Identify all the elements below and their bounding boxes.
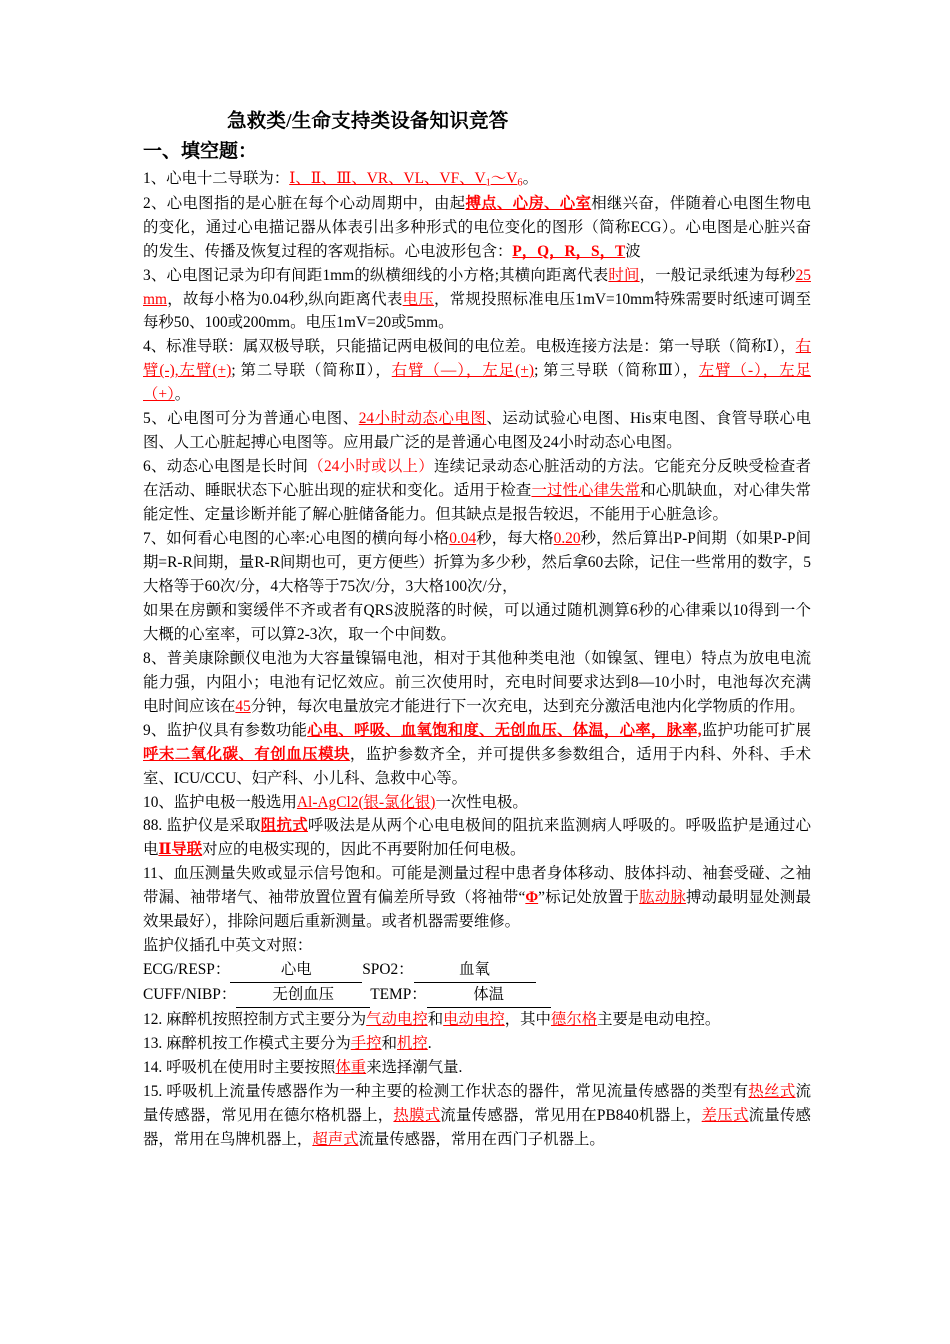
q15-text-c: 流量传感器，常见用在PB840机器上， xyxy=(440,1106,702,1124)
q10-text-a: 10、监护电极一般选用 xyxy=(143,793,297,811)
q4-text-b: ; 第二导联（简称Ⅱ）， xyxy=(231,362,392,380)
q1-answer xyxy=(289,170,522,187)
q12-answer-c: 德尔格 xyxy=(550,1011,598,1029)
question-item-7-continued xyxy=(143,599,811,647)
q9-answer-b: 呼末二氧化碳、有创血压模块 xyxy=(143,745,350,763)
q11-answer-b: 肱动脉 xyxy=(639,889,687,907)
q11-text-c: 搏动最明显处测最效果最好），排除问题后重新测量。或者机器需要维修。 xyxy=(143,889,811,931)
q4-answer-b: 右臂（—），左足(+) xyxy=(391,362,535,380)
q13-text-a: 13. 麻醉机按工作模式主要分为 xyxy=(143,1035,351,1053)
q4-text-c: ; 第三导联（简称Ⅲ）， xyxy=(534,362,699,380)
socket-table-row-2 xyxy=(143,983,811,1008)
q9-text-b: 监护功能可扩展 xyxy=(701,721,811,739)
q7-text-a: 7、如何看心电图的心率:心电图的横向每小格 xyxy=(143,530,450,548)
q15-text-b: 流量传感器，常见用在德尔格机器上， xyxy=(143,1082,811,1124)
question-item-15 xyxy=(143,1080,811,1152)
q8-text-a: 8、普美康除颤仪电池为大容量镍镉电池，相对于其他种类电池（如镍氢、锂电）特点为放电电流能力强，内阻小；电池有记忆效应。前三次使用时，充电时间要求达到8—10小时，电池每次充满电时间应该在 xyxy=(143,649,811,715)
q13-answer-a: 手控 xyxy=(350,1035,382,1053)
q2-text-a: 2、心电图指的是心脏在每个心动周期中，由起 xyxy=(143,194,466,212)
q2-text-c: 波 xyxy=(625,242,641,260)
socket-table-caption: 监护仪插孔中英文对照： xyxy=(143,937,313,955)
q3-answer-c: 电压 xyxy=(402,290,435,308)
q15-text-d: 流量传感器，常用在鸟牌机器上， xyxy=(143,1106,811,1148)
question-item-12 xyxy=(143,1008,811,1032)
socket-label-ecg-resp: ECG/RESP： xyxy=(143,961,231,979)
question-item-88 xyxy=(143,814,811,862)
question-item-6 xyxy=(143,455,811,527)
q3-text-b: ，一般记录纸速为每秒 xyxy=(639,266,796,284)
q6-answer-a: （24小时或以上） xyxy=(308,458,434,476)
q6-text-c: 和心肌缺血，对心律失常能定性、定量诊断并能了解心脏储备能力。但其缺点是报告较迟，不能用于心脏急诊。 xyxy=(143,482,811,524)
q88-answer-b: Ⅱ导联 xyxy=(158,841,203,859)
question-item-13 xyxy=(143,1032,811,1056)
q4-answer-c: 左臂（-），左足（+） xyxy=(143,362,811,404)
q88-answer-a: 阻抗式 xyxy=(260,817,308,835)
q3-answer-b: 25mm xyxy=(143,266,811,308)
q6-answer-b: 一过性心律失常 xyxy=(531,482,641,500)
q6-text-b: 连续记录动态心脏活动的方法。它能充分反映受检查者在活动、睡眠状态下心脏出现的症状和变化。适用于检查 xyxy=(143,458,811,500)
socket-label-spo2: SPO2： xyxy=(362,961,414,979)
q12-text-a: 12. 麻醉机按照控制方式主要分为 xyxy=(143,1011,367,1029)
q3-text-c: ，故每小格为0.04秒,纵向距离代表 xyxy=(166,290,403,308)
q5-answer-a: 24小时动态心电图 xyxy=(358,410,487,428)
q2-text-b: 相继兴奋，伴随着心电图生物电的变化，通过心电描记器从体表引出多种形式的电位变化的图形（简称ECG）。心电图是心脏兴奋的发生、传播及恢复过程的客观指标。心电波形包含： xyxy=(143,194,811,260)
q12-answer-a: 气动电控 xyxy=(366,1011,428,1029)
q3-answer-a: 时间 xyxy=(608,266,640,284)
q4-text-a: 4、标准导联：属双极导联，只能描记两电极间的电位差。电极连接方法是：第一导联（简称Ⅰ）， xyxy=(143,338,796,356)
page-title: 急救类/生命支持类设备知识竞答 xyxy=(227,111,509,132)
socket-value-temp[interactable]: 体温 xyxy=(427,983,551,1008)
q1-lead: 1、心电十二导联为： xyxy=(143,169,290,187)
socket-value-spo2[interactable]: 血氧 xyxy=(414,958,536,983)
q7-text-c: 秒，然后算出P-P间期（如果P-P间期=R-R间期，量R-R间期也可，更方便些）折算为多少秒，然后拿60去除，记住一些常用的数字，5大格等于60次/分，4大格等于75次/分，3大格100次/分， xyxy=(143,530,811,595)
q15-text-e: 流量传感器，常用在西门子机器上。 xyxy=(358,1130,605,1148)
section-heading: 一、填空题： xyxy=(143,141,258,163)
q12-answer-b: 电动电控 xyxy=(443,1011,505,1029)
q7-text-b: 秒，每大格 xyxy=(476,530,554,548)
q12-text-b: 和 xyxy=(427,1011,444,1029)
socket-value-cuff-nibp[interactable]: 无创血压 xyxy=(236,983,370,1008)
q9-text-c: ，监护参数齐全，并可提供多参数组合，适用于内科、外科、手术室、ICU/CCU、妇产科、小儿科、急救中心等。 xyxy=(143,745,811,787)
q5-text-a: 5、心电图可分为普通心电图、 xyxy=(143,410,359,428)
q10-text-b: 一次性电极。 xyxy=(435,793,528,811)
q11-text-a: 11、血压测量失败或显示信号饱和。可能是测量过程中患者身体移动、肢体抖动、袖套受碰、之袖带漏、袖带堵气、袖带放置位置有偏差所导致（将袖带“ xyxy=(143,865,811,907)
question-item-1 xyxy=(143,167,811,192)
q14-text-b: 来选择潮气量. xyxy=(366,1059,463,1076)
question-item-7 xyxy=(143,527,811,599)
q7-text-d: 如果在房颤和窦缓伴不齐或者有QRS波脱落的时候，可以通过随机测算6秒的心律乘以10得到一个大概的心室率，可以算2-3次，取一个中间数。 xyxy=(143,601,811,643)
q12-text-d: 主要是电动电控。 xyxy=(597,1011,721,1029)
document-body xyxy=(143,108,811,1152)
q12-text-c: ，其中 xyxy=(504,1011,551,1029)
question-item-14 xyxy=(143,1056,811,1080)
socket-label-cuff-nibp: CUFF/NIBP： xyxy=(143,986,237,1004)
q9-answer-a: 心电、呼吸、血氧饱和度、无创血压、体温，心率，脉率, xyxy=(307,721,702,739)
q11-answer-a: Φ xyxy=(525,889,539,907)
question-item-11 xyxy=(143,862,811,934)
q13-text-b: 和 xyxy=(381,1035,397,1053)
q15-answer-c: 差压式 xyxy=(701,1106,749,1124)
q88-text-c: 对应的电极实现的，因此不再要附加任何电极。 xyxy=(202,841,526,859)
q15-answer-a: 热丝式 xyxy=(748,1082,796,1100)
q7-answer-a: 0.04 xyxy=(449,530,477,548)
question-item-9 xyxy=(143,719,811,791)
q1-tail: 。 xyxy=(522,169,539,187)
q88-text-a: 88. 监护仪是采取 xyxy=(143,817,261,835)
q11-text-b: ”标记处放置于 xyxy=(538,889,640,907)
socket-value-ecg-resp[interactable]: 心电 xyxy=(230,958,362,983)
q15-text-a: 15. 呼吸机上流量传感器作为一种主要的检测工作状态的器件，常见流量传感器的类型有 xyxy=(143,1082,749,1100)
q7-answer-b: 0.20 xyxy=(553,530,581,548)
q9-text-a: 9、监护仪具有参数功能 xyxy=(143,721,308,739)
socket-table-row-1 xyxy=(143,958,811,983)
q3-text-d: ，常规投照标准电压1mV=10mm特殊需要时纸速可调至每秒50、100或200mm。电压1mV=20或5mm。 xyxy=(143,290,811,332)
q4-text-d: 。 xyxy=(174,386,191,404)
q5-text-b: 、运动试验心电图、His束电图、食管导联心电图、人工心脏起搏心电图等。应用最广泛的是普通心电图及24小时动态心电图。 xyxy=(143,410,811,452)
q13-text-c: . xyxy=(427,1035,432,1053)
q8-text-b: 分钟，每次电量放完才能进行下一次充电，达到充分激活电池内化学物质的作用。 xyxy=(250,697,805,715)
q2-answer-b: P，Q，R，S，T xyxy=(512,242,626,260)
question-item-4 xyxy=(143,335,811,407)
question-item-5 xyxy=(143,407,811,455)
q13-answer-b: 机控 xyxy=(396,1035,428,1053)
question-item-2 xyxy=(143,192,811,264)
q8-answer-a: 45 xyxy=(235,697,251,715)
q1-answer-text: Ⅰ、Ⅱ、Ⅲ、VR、VL、VF、$V_1\sim V_6$ xyxy=(289,169,523,189)
question-item-3 xyxy=(143,264,811,336)
q15-answer-b: 热膜式 xyxy=(393,1106,441,1124)
q2-answer-a: 搏点、心房、心室 xyxy=(465,194,592,212)
q4-answer-a: 右臂(-),左臂(+) xyxy=(143,338,811,380)
q6-text-a: 6、动态心电图是长时间 xyxy=(143,458,309,476)
socket-label-temp: TEMP： xyxy=(370,986,427,1004)
question-item-8 xyxy=(143,647,811,719)
q15-answer-d: 超声式 xyxy=(312,1130,359,1148)
q10-answer-a: Al-AgCl2(银-氯化银) xyxy=(296,793,436,811)
q14-text-a: 14. 呼吸机在使用时主要按照 xyxy=(143,1059,336,1076)
q14-answer-a: 体重 xyxy=(335,1059,367,1076)
q3-text-a: 3、心电图记录为印有间距1mm的纵横细线的小方格;其横向距离代表 xyxy=(143,266,609,284)
question-item-10 xyxy=(143,791,811,815)
q88-text-b: 呼吸法是从两个心电电极间的阻抗来监测病人呼吸的。呼吸监护是通过心电 xyxy=(143,817,811,859)
